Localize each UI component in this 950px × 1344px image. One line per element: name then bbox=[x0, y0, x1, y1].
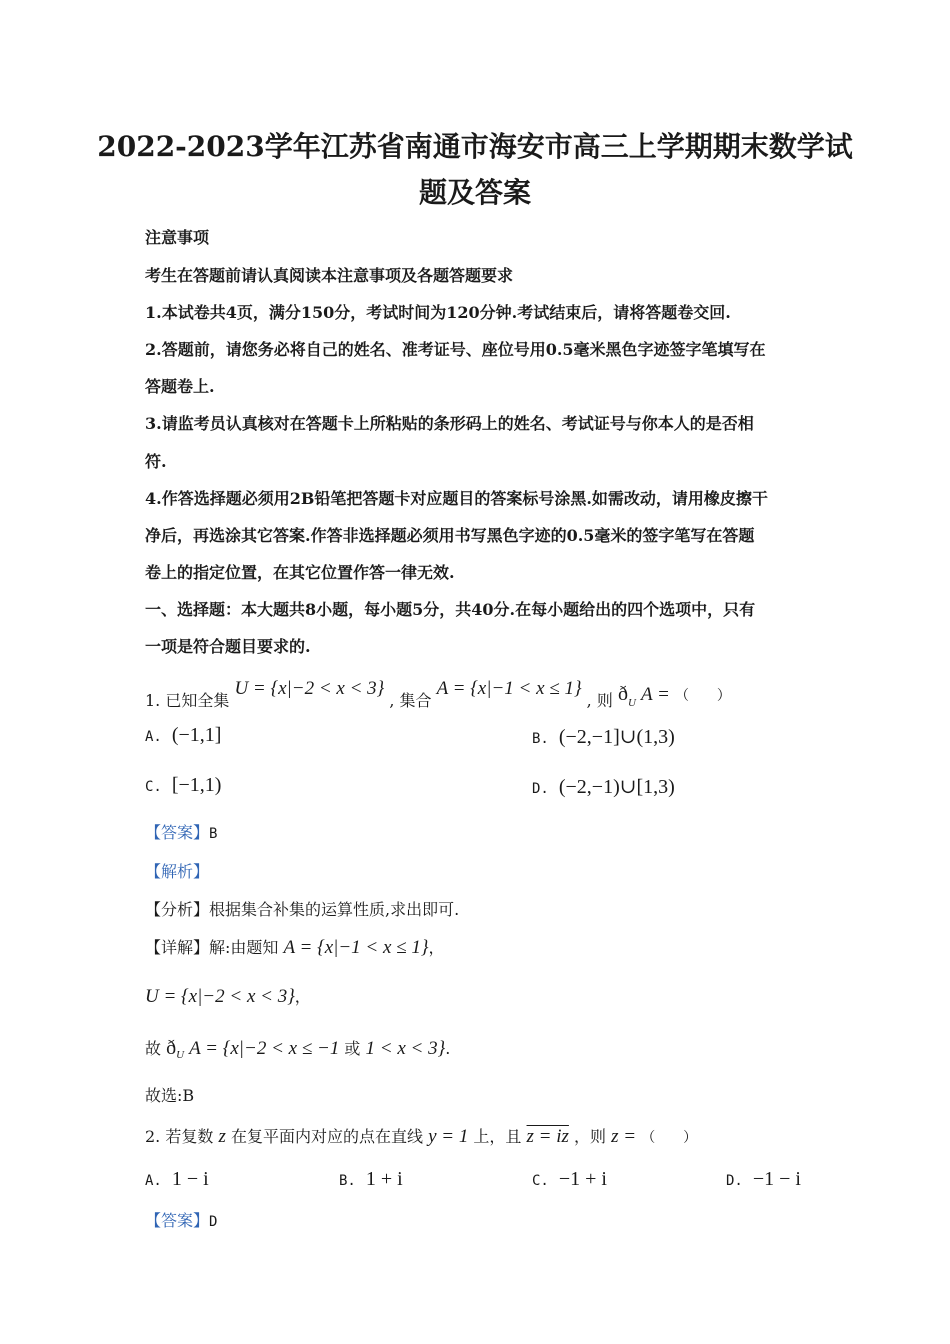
q1-option-c: C. [−1,1) bbox=[145, 774, 222, 796]
answer-tag: 【答案】 bbox=[145, 1211, 210, 1230]
section-heading-line1: 一、选择题：本大题共8小题，每小题5分，共40分.在每小题给出的四个选项中，只有 bbox=[145, 600, 756, 619]
notice-item-3-line1: 3.请监考员认真核对在答题卡上所粘贴的条形码上的姓名、考试证号与你本人的是否相 bbox=[145, 414, 754, 433]
q2-option-b: B. 1 + i bbox=[339, 1168, 403, 1190]
notice-item-4-line3: 卷上的指定位置，在其它位置作答一律无效. bbox=[145, 563, 455, 582]
q2-option-d: D. −1 − i bbox=[726, 1168, 801, 1190]
q1-choose: 故选:B bbox=[145, 1086, 195, 1105]
q1-detail-line3: 故 $ð_U$ A = {x|−2 < x ≤ −1 或 1 < x < 3}. bbox=[145, 1037, 451, 1062]
q1-detail-line1: 【详解】解:由题知 A = {x|−1 < x ≤ 1}， bbox=[145, 937, 445, 958]
complement-symbol: ð bbox=[617, 683, 628, 705]
answer-tag: 【答案】 bbox=[145, 823, 210, 842]
page-title-line2: 题及答案 bbox=[418, 176, 531, 209]
notice-item-4-line2: 净后，再选涂其它答案.作答非选择题必须用书写黑色字迹的0.5毫米的签字笔写在答题 bbox=[145, 526, 755, 545]
notice-subheading: 考生在答题前请认真阅读本注意事项及各题答题要求 bbox=[145, 266, 514, 285]
set-u-expression: U = {x|−2 < x < 3} bbox=[234, 678, 385, 699]
notice-item-2-line2: 答题卷上. bbox=[145, 377, 215, 396]
q1-analysis-tag: 【解析】 bbox=[145, 862, 210, 881]
q1-option-d: D. (−2,−1)∪[1,3) bbox=[532, 776, 675, 798]
notice-item-1: 1.本试卷共4页，满分150分，考试时间为120分钟.考试结束后，请将答题卷交回. bbox=[145, 303, 731, 322]
question-2: 2. 若复数 z 在复平面内对应的点在直线 y = 1 上，且 z = iz ，则 z = （ ） bbox=[145, 1126, 698, 1147]
q2-option-a: A. 1 − i bbox=[145, 1168, 209, 1190]
conjugate-condition: z = iz bbox=[526, 1126, 569, 1147]
question-1: 1. 已知全集 U = {x|−2 < x < 3} , 集合 A = {x|−1 < x ≤ 1} , 则 $ð_U$ A = （ ） bbox=[145, 678, 731, 710]
page-title-line1: 2022-2023学年江苏省南通市海安市高三上学期期末数学试 bbox=[97, 130, 853, 163]
q1-option-a: A. (−1,1] bbox=[145, 724, 222, 746]
q1-answer: 【答案】B bbox=[145, 823, 218, 842]
section-heading-line2: 一项是符合题目要求的. bbox=[145, 637, 311, 656]
q1-option-b: B. (−2,−1]∪(1,3) bbox=[532, 726, 675, 748]
notice-item-2-line1: 2.答题前，请您务必将自己的姓名、准考证号、座位号用0.5毫米黑色字迹签字笔填写在 bbox=[145, 340, 766, 359]
set-a-expression: A = {x|−1 < x ≤ 1} bbox=[436, 678, 582, 699]
notice-item-3-line2: 符. bbox=[145, 452, 167, 471]
q1-detail-line2: U = {x|−2 < x < 3}， bbox=[145, 986, 311, 1007]
q2-option-c: C. −1 + i bbox=[532, 1168, 607, 1190]
notice-item-4-line1: 4.作答选择题必须用2B铅笔把答题卡对应题目的答案标号涂黑.如需改动，请用橡皮擦干 bbox=[145, 489, 768, 508]
q2-answer: 【答案】D bbox=[145, 1211, 218, 1230]
q1-fenxi: 【分析】根据集合补集的运算性质,求出即可. bbox=[145, 900, 460, 919]
notice-heading: 注意事项 bbox=[145, 228, 210, 247]
